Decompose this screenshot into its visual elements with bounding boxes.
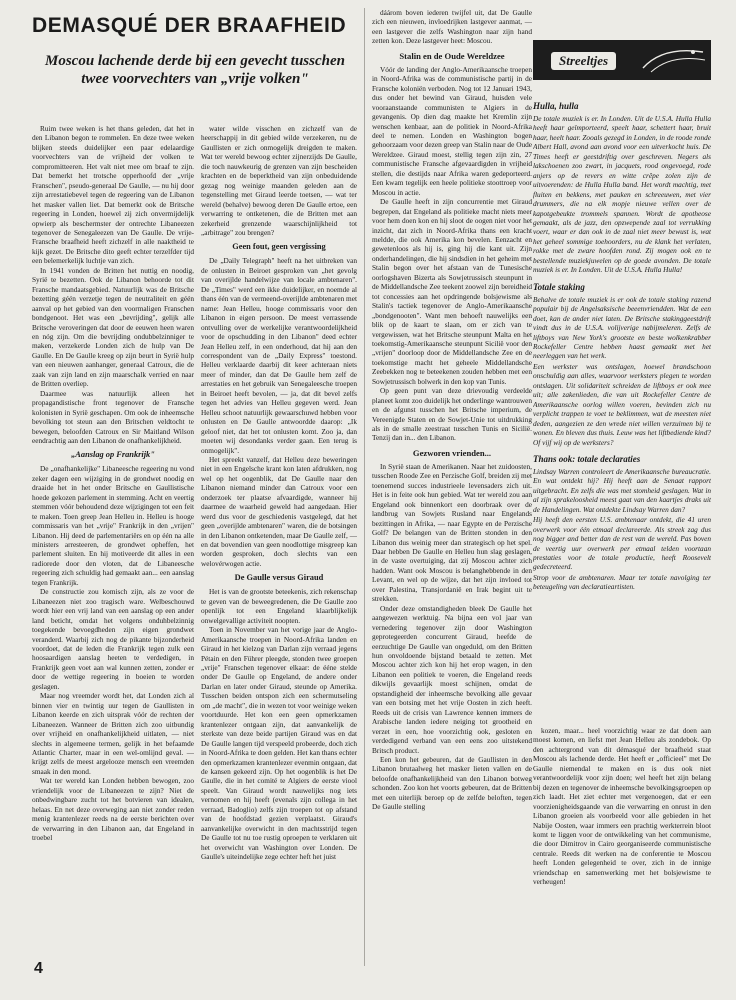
column-name: Streeltjes bbox=[551, 52, 616, 70]
paragraph: De Gaulle heeft in zijn concurrentie met Giraud begrepen, dat Engeland als politieke macht niets meer voor hem doen kon en hij sloot de oogen niet voor het inzicht, dat zich in Noord-Afrika thans een kracht meldde, die ook Amerika kon bevelen. Eenzacht en gewetenloos als hij is, ging hij die kant uit. Zijn onderhandelingen, die hij sindsdien in het geheim met Stalin begon over het afstaan van de Tunesische oorlogshaven Bizerta als Sowjetrussisch steunpunt in de Middellandsche Zee teekent zoowel zijn bereidheid tot concessies aan het opdringende bolsjewisme als Stalin's tactiek tegenover de Anglo-Amerikaansche „bondgenooten". Want men behoeft nauwelijks een blik op de kaart te slaan, om er zich van te vergewissen, wat het Britsche steunpunt Malta en het toekomstig-Amerikaansche steunpunt Sicilië voor den „vrijen" doorloop door de Middellandsche Zee en de toekomstige macht het geheele Middellandsche Zeebekken nog te beteekenen zouden hebben met een Sowjetrussisch bolwerk in den kop van Tunis. bbox=[372, 197, 532, 386]
paragraph: Hij heeft den eersten U.S. ambtenaar ontdekt, die 41 uren overwerk voor één etmaal declareerde. Als streek zag dus nog bigger and better dan de rest van de wereld. Pas boven de veertig uur overwerk per etmaal telden voortaan prestaties voor de totale productie, heeft Roosevelt gedecreteerd. bbox=[533, 515, 711, 572]
paragraph: Maar nog vreemder wordt het, dat Londen zich al binnen vier en twintig uur tegen de Gaullisten in Libanon keerde en zich uitsprak vóór de rechten der Libaneezen. Wanneer de Britten zich zoo uitbundig over vrijheid en onafhankelijkheid uitlaten, — niet slechts in algemeene termen, gelijk in het befaamde Atlantic Charter, maar in een wel-omlijnd geval. — krijgt zelfs de meest argelooze mensch een vreemden smaak in den mond. bbox=[32, 691, 194, 776]
article-column-3 bbox=[372, 8, 532, 968]
paragraph: Wat ter wereld kan Londen hebben bewogen, zoo vriendelijk voor de Libaneezen te zijn? Niet de onbedwingbare zucht tot het botvieren van idealen, helaas. En net deze overweging aan niet zonder reden menig krantenlezer reeds na de eerste berichten over de verwarring in den Libanon aan, dat Engeland in troebel bbox=[32, 776, 194, 843]
section-heading: Totale staking bbox=[533, 281, 585, 292]
paragraph: De „Daily Telegraph" heeft na het uitbreken van de onlusten in Beiroet gesproken van „het gevolg van overijlde handelwijze van locale ambtenaren". De „Times" werd een ikke duidelijker, en noemde al thans één van de vermeend-overijlde ambtenaren met name: Jean Helleu, hooge commissaris voor den Libanon in eigen persoon. De meest verrassende ontvulling over de werkelijke verantwoordelijkheid voor de opschudding in den Libanon" deed echter Jean Helleu zelf, in een onderhoud, dat hij aan den correspondent van de „Daily Express" toestond. Helleu verklaarde daarbij dit keer achteraan niets meer of minder, dan dat De Gaulle hem zelf de arrestaties en het gebruik van Senegaleesche troepen in Beiroet heeft bevolen, — ja, dat dit bevel zelfs tegen het advies van Helleu gegeven werd. Jean Helleu schoot natuurlijk gewaarschuwd hebben voor onlusten en De Gaulle antwoordde daarop: „Ik geloof niet, dat het tot onlusten komt. Zoo ja, dan moeten wij desondanks verder gaan. Een terug is onmogelijk". bbox=[201, 256, 357, 455]
paragraph: De totale muziek is er. In Londen. Uit de U.S.A. Hulla Hulla heeft haar geïmporteerd, speelt haar, schettert haar, bruit haar, heelt haar. Zooals gezegd in Londen, in de roode ronde Albert Hall, avond aan avond voor een uitverkocht huis. De Times heeft er geestdriftig over geschreven. Negers als lakschoenen zoo zwart, in jacquets, rood ongevoegd, rode anjers op de revers en witte crêpe zolen zijn de uitvoerenden: de Hulla Hulla band. Het wordt machtig, met fluiten en bekkens, met pauken en schreeuwen, met vier drummers, die na elk mopje nieuwe vellen over de kapotgebeukte trommels spannen. Wordt de apotheose gemaakt, als de jazz, den opzwepende zaal tot verrukking voert, waar er dan ook in de zaal niet meer bewust is, wat het geheel sommige toehoorders, nu de klank het verlaten, rokke met de zware hoofden rond. Zij mogen ook en te bestellende muziekjuwelen op de goede avonden. De totale muziek is er. In Londen. Uit de U.S.A. Hulla Hulla! bbox=[533, 114, 711, 275]
article-column-4 bbox=[533, 94, 711, 1000]
paragraph: dáárom boven iederen twijfel uit, dat De Gaulle zich een nieuwen, invloedrijken lastgever aanmat, — een lastgever die zelfs Washington naar zijn hand zetten kon. Deze lastgever heet: Moscou. bbox=[372, 8, 532, 46]
paragraph: Toen in November van het vorige jaar de Anglo-Amerikaansche troepen in Noord-Afrika landen en Giraud in het kielzog van Darlan zijn verraad jegens Pétain en den Führer pleegde, stonden twee groepen „vrije" Franschen tegenover elkaar: de ééne stelde onder De Gaulle op Engeland, de andere onder Darlan en later onder Giraud, steunde op Amerika. Tusschen beiden ontspon zich een schermutseling om „de macht", die in wezen tot voor weinige weken voortduurde. Het kon een geen opmerkzamen krantenlezer ontgaan zijn, dat aanvankelijk de sterkste van deze beide partijen Giraud was en dat De Gaulle langen tijd verspeeld probeerde, doch zich in Noord-Afrika te doen gelden. Het kan thans echter den opmerkzamen krantenlezer evenmin ontgaan, dat de kansen gekeerd zijn. Op het oogenblik is het De Gaulle, die in het comité te Algiers de eerste viool speelt. Van Giraud wordt nauwelijks nog iets vernomen en hij heeft (evenals zijn collega in het verraad, Badoglio) zelfs zijn troepen tot op afstand van de hoofdstad gezien verplaatst. Giraud's aanvankelijke overwicht in den machtsstrijd tegen De Gaulle tot nu toe rustig oproepen te verklaren uit het overwicht van Washington over Londen. De Gaulle's uiteindelijke zege echter heft het juist bbox=[201, 625, 357, 862]
paragraph: Onder deze omstandigheden bleek De Gaulle het aangewezen werktuig. Na bijna een vol jaar van vernedering tegenover zijn door Washington geprotegeerden concurrent Giraud, heefde de eerzuchtige De Gaulle van ongeduld, om den Britten hun onvoldoende bijstand betaald te zetten. Met Moscou achter zich kon hij het erop wagen, in den Libanon een politiek te voeren, die Engeland reeds dikwijls gevaarlijk moest schijnen, omdat de opstandigheid der inheemsche bevolking alle gevaar van een botsing met het vrije Oosten in zich heeft. Reeds uit de crisis van Lawrence kennen immers de Arabische landen iedere neiging tot grootheid en verzet in een, hoe voorzichtig ook, gesloten en verdedigend verband van een eens zoo uitstekend Britsch product. bbox=[372, 603, 532, 755]
paragraph: kozen, maar... heel voorzichtig waar ze dat doen aan moest komen, en liefst met Jean Helleu als zondebok. Op den achtergrond van dit démasqué der braafheid staat Moscou als lachende derde. Het heeft er „officieel" met De Gaulle niemendal te maken en is dus ook niet verantwoordelijk voor zijn doen; wel heeft het zijn belang bij dezen en tegenover de inheemsche bevolkingsgroepen op zich laadt. Het ziet echter met vergenoegen, dat er een voorzienigheidsgaande van die verwarring en onrust in den Libanon groeien als voorbeeld voor alle gebieden in het Nabije Oosten, waar immers een prachtig werkterrein bloot komt te liggen voor de ontwikkeling van het communisme, die door Dimitrov in Cairo georganiseerde communistische centrale. Reeds dit werken na de conferentie te Moscou heeft Londen gelegenheid te over, zich in de innige vriendschap en samenwerking met het bolsjewisme te verheugen! bbox=[533, 726, 711, 887]
subheadline: Moscou lachende derde bij een gevecht tusschen twee voorvechters van „vrije volken" bbox=[45, 53, 345, 87]
paragraph: Op geen punt van deze drievoudig verdeelde planeet komt zoo duidelijk het onderlinge wantrouwen en de afgunst tusschen het Britsche imperium, de Vereenigde Staten en de Sowjet-Unie tot uitdrukking als in de smalle zeestraat tusschen Tunis en Sicilië. Tenzij dan in... den Libanon. bbox=[372, 386, 532, 443]
column-divider bbox=[364, 8, 365, 966]
section-heading: Thans ook: totale declaraties bbox=[533, 453, 641, 464]
section-heading: Geen fout, geen vergissing bbox=[232, 242, 326, 252]
section-heading: De Gaulle versus Giraud bbox=[234, 573, 324, 583]
paragraph: De constructie zou komisch zijn, als ze voor de Libaneezen niet zoo tragisch ware. Welbeschouwd wordt hier een vrij land van een aanslag op een ander land beticht, omdat het volgens onduhbelzinnig toegekende bevoegdheden zijn eigen grondwet veranderd. Waarbij zich nog de pikante bijzonderheid voordoet, dat de leden die Frankrijk tegen zulk een hoosaardigen aanslag heeten te verdedigen, in Frankrijk geen voet aan wal kunnen zetten, zonder er door de wettige regeering in boeien te worden geslagen. bbox=[32, 587, 194, 691]
headline: DEMASQUÉ DER BRAAFHEID bbox=[32, 14, 347, 37]
section-heading: Stalin en de Oude Wereldzee bbox=[399, 50, 505, 61]
paragraph: Het spreekt vanzelf, dat Helleu deze beweringen niet in een Engelsche krant kon laten afdrukken, nog wel op het oogenblik, dat De Gaulle naar den Libanon niemand minder dan Catroux voor een onderzoek ter plaatse afvaardigde, wanneer hij daarmee de waarheid geweld had aangedaan. Hier werd dus voor de geschiedenis vastgelegd, dat het geen „overijlde ambtenaren" waren, die de botsingen in den Libanon ontketenden, maar De Gaulle zelf, — en dat bovendien van geen noodlottige misgreep kan worden gesproken, doch slechts van een welovérwogen actie. bbox=[201, 454, 357, 568]
column-masthead bbox=[533, 40, 711, 80]
article-continuation bbox=[533, 726, 711, 888]
paragraph: water wilde visschen en zichzelf van de heerschappij in dit gebied wilde verzekeren, nu de Gaullisten er zich onmogelijk dreigden te maken. Wat ter wereld bewoog echter zijnerzijds De Gaulle, die toch nauwkeurig de grenzen van zijn bescheiden krachten en de beperktheid van zijn onbeduidende gezag nog weinige maanden geleden aan de tegenstelling met Giraud leerde toetsen, — wat ter wereld (behalve) bewoog deren De Gaulle ertoe, een verwarring te ontketenen, die de Britten met aan zekerheid grenzende waarschijnlijkheid tot „arbitrage" zou brengen? bbox=[201, 124, 357, 237]
paragraph: Een kon het gebeuren, dat de Gaullisten in den Libanon brutaalweg het masker lieten vallen en de beloofde onafhankelijkheid van den Libanon botweg schonden. Zoo kon het voorts gebeuren, dat de Britten met een uiterlijk beroep op de zelfde beloften, tegen De Gaulle stelling bbox=[372, 754, 532, 812]
page-number: 4 bbox=[34, 960, 43, 977]
paragraph: De „onafhankelijke" Libaneesche regeering nu vond zeker dagen een wijziging in de grondwet noodig en draaide het in het onder Britsche en Gaullistische hoede gekozen parlement in stemming. Acht en veertig stemmen vóór behoudend deze wijzigingen tot een feit te maken. Toen greep Jean Helleu in. Helleu is hooge commissaris van het „vrije" Frankrijk in den „vrijen" Libanon. Hij deed de parlementariërs en op één na alle ministers arresteeren, de grondwet opheffen, het parlement sluiten. En hij motiveerde dit alles in een radiorede door den vloten, dat de Libaneesche regeering zich schuldig had gemaakt aan... een aanslag tegen Frankrijk. bbox=[32, 464, 194, 587]
paragraph: Daarmee was natuurlijk alleen het propagandistische front tegenover de Fransche kolonisten in Syrië geschapen. Om ook de inheemsche bevolking tot steun aan den Britschen veldtocht te bewegen, beloofden Catroux en Sir Maitland Wilson eendrachtig aan den Libanon de onafhankelijkheid. bbox=[32, 388, 194, 445]
section-heading: „Aanslag op Frankrijk" bbox=[71, 450, 155, 460]
article-column-2 bbox=[201, 124, 357, 956]
paragraph: In Syrië staan de Amerikanen. Naar het zuidoosten, tusschen Roode Zee en Perzische Golf, breiden zij met toenemend succes industrieele levensaders zich uit. Het is in feite ook hun gebied. Wat ter wereld zou aan Engeland ook binnenkort een doorbraak over de landbrug van Sowjets Rusland naar Engelands bezittingen in Afrika, — naar Egypte en de Perzische Golf? De belangen van de Britten stonden in den Libanon dus weinig meer dan strategisch op het spel. Daar hebben De Gaulle en Helleu hun slag geslagen, in de vaste overtuiging, dat zij Moscou achter zich hadden. Want ook Moscou is belanghebbende in den Levant, en wel op de wijze, dat het zijn invloed tot over Palestina, Transjordanië en Irak begint uit te strekken. bbox=[372, 461, 532, 604]
paragraph: In 1941 vonden de Britten het nuttig en noodig, Syrië te bezetten. Ook de Libanon behoorde tot dit Fransche mandaatsgebied. Natuurlijk was de Britsche bezetting géén verzetje tegen de neutraliteit en géén aanval op het gebied van den voormaligen Franschen bondgenoot. Het was een „bevrijding", gelijk alle Britsche veroveringen dat door de eeuwen heen waren en nóg zijn. Om die bevrijding ondubbelzinniger te maken, verzekerde Londen zich de hulp van De Gaulle. En De Gaulle kreeg op zijn beurt in Syrië hulp van een nieuwen aanhanger, generaal Catroux, die de zaak van zijn land en zijn maarschalk verried en naar de Britten overliep. bbox=[32, 265, 194, 389]
paragraph: Behalve de totale muziek is er ook de totale staking razend populair bij de Angelsaksische beeenvriendden. Wat de een doet, kan de ander niet laten. De Britsche stakinggeestdrift vindt dus in de U.S.A. volijverige nabijmeleren. Zelfs de liftboys van New York's grootste en beste wolkenkrabber Rockefeller Centre hebben haast gemaakt met het neerleggen van het werk. bbox=[533, 294, 711, 361]
paragraph: Vóór de landing der Anglo-Amerikaansche troepen in Noord-Afrika was de communistische partij in de Fransche koloniën verboden. Nog tot 12 Januari 1943, dus onder het bewind van Giraud, huisden vele vooraanstaande communisten te Algiers in de gevangenis. Op dien dag maakte het Kremlin zijn wenschen kenbaar, aan de politiek in Noord-Afrika deel te nemen. Londen en Washington bogen gehoorzaam voor dezen greep van Stalin naar de Oude Wereldzee. Giraud moest, stellig tegen zijn zin, 27 communistische Fransche afgevaardigden in vrijheid stellen, die destijds naar Afrika waren gedeporteerd. Een kwam tegelijk een heele politieke stoottroep voor Moscou in actie. bbox=[372, 64, 532, 197]
section-heading: Gezworen vrienden... bbox=[412, 447, 492, 458]
paragraph: Strop voor de ambtenaren. Maar ter totale navolging ter beteugeling van declaratieartisten. bbox=[533, 572, 711, 592]
paragraph: Ruim twee weken is het thans geleden, dat het in den Libanon begon te rommelen. En deze twee weken blijken steeds duidelijker een paar edelaardige voorvechters van de vrijheid der volken te compromitteeren. Het valt niet mee om braaf te zijn. Dat bemerkt het trotsche opperhoofd der „vrije Franschen", pseudo-generaal De Gaulle, — nu hij door zijn arrestatiebevel tegen de regeering van de Libanon het masker vallen liet. Dat bemerkt ook de Britsche regeering in Londen, hoewel zij zich onvermijdelijk opwierp als beschermster der ontrechte Libaneezen tegenover de Senegaleezen van De Gaulle. De vrije-Fransche braafheid heeft zichzelf in alle naaktheid te kijk gezet. De Britsche dito geeft echter terzelfder tijd een belemerkelijk luchtje van zich. bbox=[32, 124, 194, 266]
paragraph: Een werkster was ontslagen, hoewel brandschoon onschuldig aan alles, waarvoor werksters plegen te worden ontslagen. Uit solidariteit schreiden de liftboys er ook mee uit; alle zakenlieden, die van uit Rockefeller Centre de Amerikaansche oorlog willen voeren, bevinden zich nu verplicht trappen te voet te beklimmen, wat de meesten niet deden, aangezien ze den wrede niet willen verzuimen bij te wonen. En bleven dus thuis. Leuw was het liftbediende kind? Of vijf wij op de werksters? bbox=[533, 361, 711, 447]
paragraph: Lindsay Warren controleert de Amerikaansche bureaucratie. En wat ontdekt hij? Hij heeft aan de Senaat rapport uitgebracht. En zelfs die was met stomheid geslagen. Wat in al zijn sprakeloosheid meest gaat van den kaartjes draks uit de Handelingen. Wat ontdekte Lindsay Warren dan? bbox=[533, 466, 711, 514]
article-column-1 bbox=[32, 124, 194, 956]
paragraph: Het is van de grootste beteekenis, zich rekenschap te geven van de beweegredenen, die De Gaulle zoo openlijk tot een Engeland klaarblijkelijk onwelgevallige activiteit noopten. bbox=[201, 587, 357, 625]
section-heading: Hulla, hulla bbox=[533, 101, 579, 111]
